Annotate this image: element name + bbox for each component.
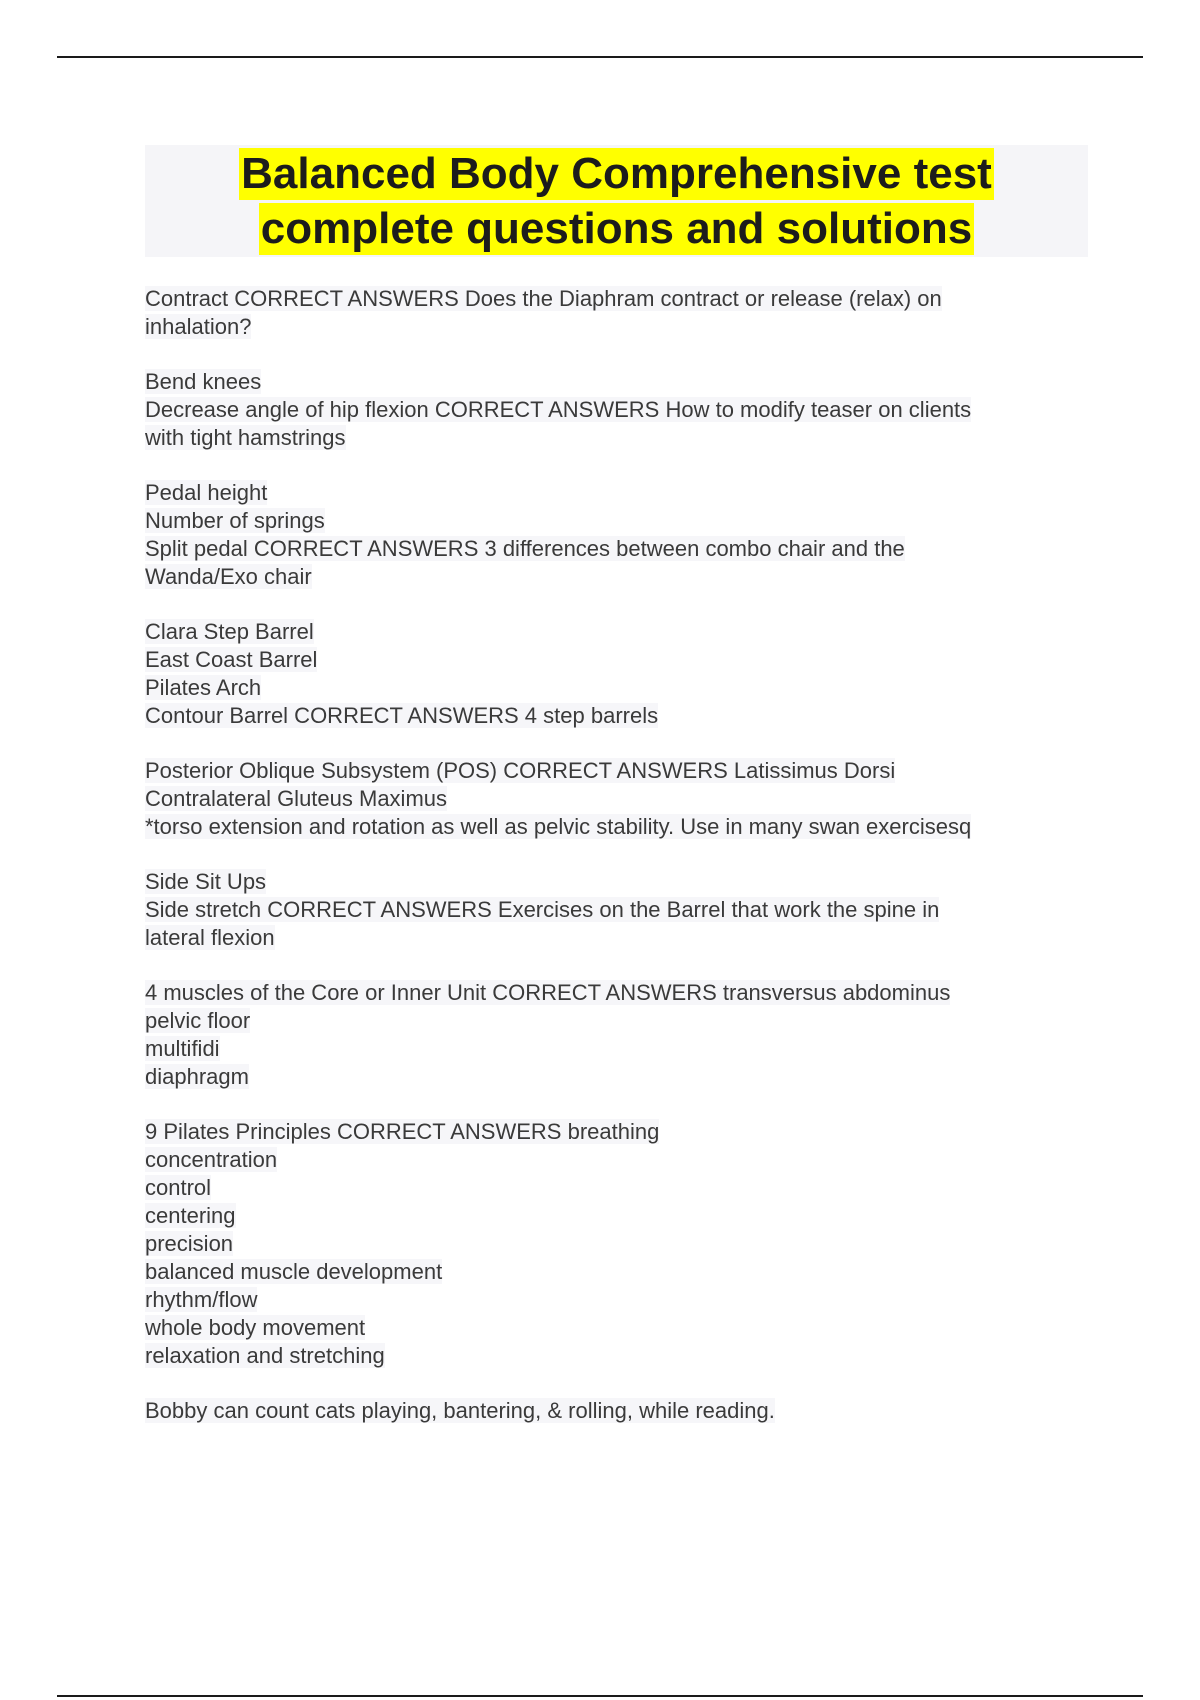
qa-line [145,813,1075,841]
qa-line-text: control [145,1175,212,1200]
qa-content [145,285,1075,1452]
qa-line [145,702,1075,730]
qa-entry [145,368,1075,452]
qa-line [145,424,1075,452]
qa-line [145,618,1075,646]
qa-line [145,979,1075,1007]
qa-line [145,368,1075,396]
qa-line [145,285,1075,313]
qa-line-text: centering [145,1203,236,1228]
title-block [145,145,1088,257]
qa-line [145,1314,1075,1342]
qa-line-text: concentration [145,1147,278,1172]
qa-line-text: whole body movement [145,1315,366,1340]
qa-line [145,1146,1075,1174]
qa-line-text: inhalation? [145,314,252,339]
qa-entry [145,1397,1075,1425]
qa-line-text: Pedal height [145,480,268,505]
qa-line-text: 9 Pilates Principles CORRECT ANSWERS breathing [145,1119,660,1144]
qa-line-text: lateral flexion [145,925,275,950]
qa-line [145,896,1075,924]
qa-line [145,1007,1075,1035]
qa-line-text: pelvic floor [145,1008,251,1033]
qa-line [145,1035,1075,1063]
qa-line [145,646,1075,674]
qa-entry [145,1118,1075,1370]
qa-line [145,868,1075,896]
qa-line-text: Side Sit Ups [145,869,267,894]
qa-line-text: Clara Step Barrel [145,619,314,644]
qa-line [145,1230,1075,1258]
qa-line [145,535,1075,563]
qa-line-text: *torso extension and rotation as well as pelvic stability. Use in many swan exercisesq [145,814,972,839]
qa-line-text: with tight hamstrings [145,425,346,450]
qa-line [145,924,1075,952]
qa-line-text: Posterior Oblique Subsystem (POS) CORRECT ANSWERS Latissimus Dorsi [145,758,896,783]
qa-line [145,1397,1075,1425]
qa-line [145,1118,1075,1146]
qa-line [145,396,1075,424]
qa-line-text: Side stretch CORRECT ANSWERS Exercises on the Barrel that work the spine in [145,897,940,922]
qa-line-text: 4 muscles of the Core or Inner Unit CORRECT ANSWERS transversus abdominus [145,980,951,1005]
qa-line-text: precision [145,1231,234,1256]
qa-line-text: Pilates Arch [145,675,262,700]
qa-line-text: Contralateral Gluteus Maximus [145,786,448,811]
qa-entry [145,618,1075,730]
title-line-1: Balanced Body Comprehensive test [241,149,992,198]
top-rule [57,56,1143,58]
qa-line-text: relaxation and stretching [145,1343,385,1368]
qa-line [145,1174,1075,1202]
qa-line [145,1202,1075,1230]
qa-line-text: Contour Barrel CORRECT ANSWERS 4 step barrels [145,703,659,728]
qa-line [145,313,1075,341]
qa-line [145,563,1075,591]
qa-line-text: Contract CORRECT ANSWERS Does the Diaphram contract or release (relax) on [145,286,942,311]
qa-line [145,1342,1075,1370]
qa-line-text: Decrease angle of hip flexion CORRECT ANSWERS How to modify teaser on clients [145,397,972,422]
qa-line-text: Split pedal CORRECT ANSWERS 3 differences between combo chair and the [145,536,905,561]
qa-line [145,479,1075,507]
qa-entry [145,479,1075,591]
qa-line-text: East Coast Barrel [145,647,318,672]
qa-line-text: Wanda/Exo chair [145,564,312,589]
qa-line [145,757,1075,785]
qa-line-text: diaphragm [145,1064,249,1089]
qa-line [145,785,1075,813]
qa-entry [145,868,1075,952]
qa-line [145,1063,1075,1091]
bottom-rule [57,1695,1143,1697]
qa-entry [145,757,1075,841]
title-line-2: complete questions and solutions [260,204,973,253]
qa-entry [145,979,1075,1091]
qa-line-text: Bobby can count cats playing, bantering, & rolling, while reading. [145,1398,775,1423]
qa-line-text: balanced muscle development [145,1259,443,1284]
qa-line-text: Bend knees [145,369,262,394]
qa-line [145,1286,1075,1314]
qa-line [145,674,1075,702]
qa-entry [145,285,1075,341]
qa-line [145,507,1075,535]
qa-line-text: Number of springs [145,508,325,533]
qa-line-text: rhythm/flow [145,1287,258,1312]
qa-line-text: multifidi [145,1036,220,1061]
qa-line [145,1258,1075,1286]
